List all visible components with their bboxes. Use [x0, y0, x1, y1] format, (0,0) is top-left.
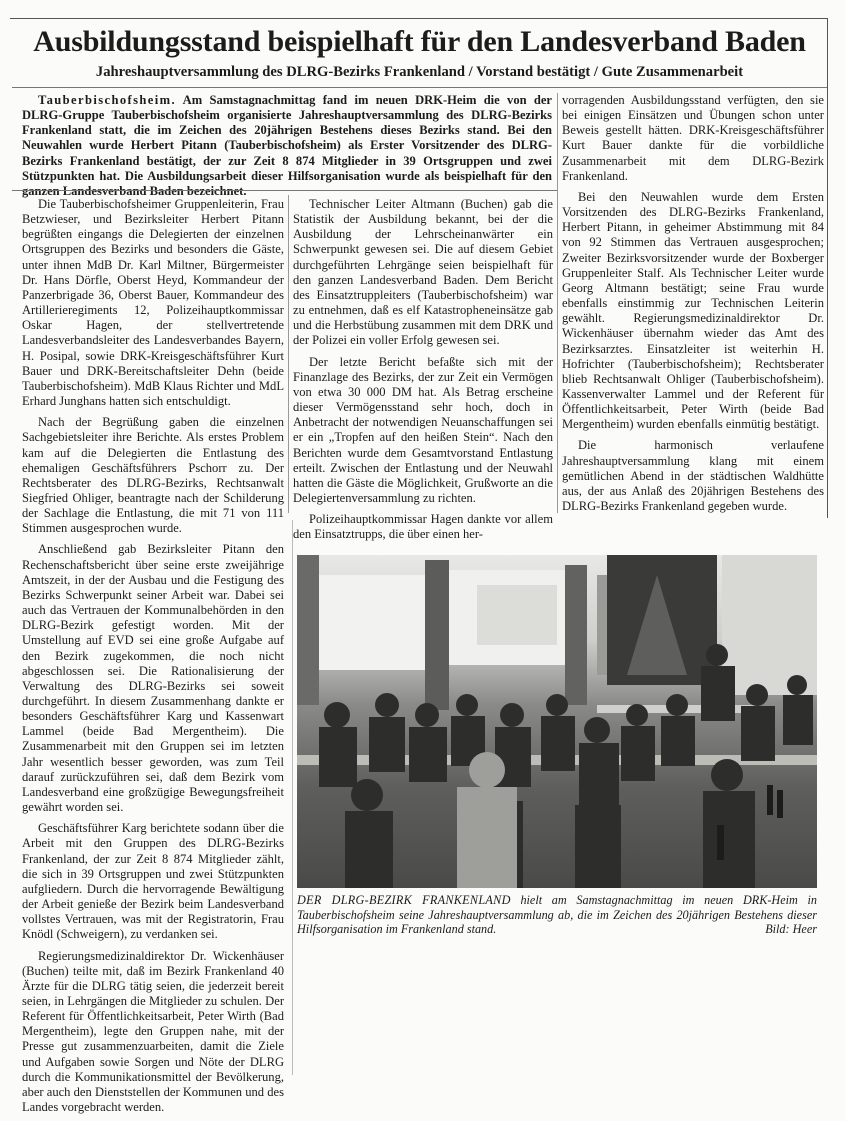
paragraph: Bei den Neuwahlen wurde dem Ersten Vorsitzenden des DLRG-Bezirks Frankenland, Herbert Pitann, in geheimer Abstimmung mit 84 von 92 Stimmen das Vertrauen ausgesprochen; Zweiter Bezirksvorsitzender wurde der Boxberger Gruppenleiter Stalf. Als Technischer Leiter wurde Georg Altmann bestätigt; seine Frau wurde ebenfalls einstimmig zur Technischen Leiterin gewählt. Regierungsmedizinaldirektor Dr. Wickenhäuser übernahm wieder das Amt des Bezirksarztes. Einsatzleiter ist weiterhin H. Hofrichter (Tauberbischofsheim); Rechtsberater blieb Rechtsanwalt Ohliger (Tauberbischofsheim). Kassenverwalter Lammel und der Referent für Öffentlichkeitsarbeit, Peter Wirth (beide Bad Mergentheim) wurden ebenfalls einmütig bestätigt. [562, 189, 824, 432]
article-column-3 [562, 93, 824, 520]
paragraph: Der letzte Bericht befaßte sich mit der Finanzlage des Bezirks, der zur Zeit ein Vermögen von etwa 30 000 DM hat. Als Betrag erscheine dieser Vermögensstand sehr hoch, doch in Anbetracht der notwendigen Neuanschaffungen sei er ein „Tropfen auf den heißen Stein“. Nach den Berichten wurde dem Gesamtvorstand Entlastung erteilt. Zwischen der Entlastung und der Neuwahl hatten die Gäste die Möglichkeit, Grußworte an die Delegiertenversammlung zu richten. [293, 354, 553, 505]
column-rule [292, 520, 293, 1075]
dateline: Tauberbischofsheim. [38, 93, 177, 107]
paragraph: Anschließend gab Bezirksleiter Pitann den Rechenschaftsbericht über seine erste zweijährige Amtszeit, in der der Ausbau und die Festigung des Bezirks Schwerpunkt seiner Arbeit war. Dabei sei auch das Vertrauen der Kommunalbehörden in den DLRG-Bezirk gefestigt worden. Mit der Umstellung auf EVD sei eine große Aufgabe auf den Bezirk zugekommen, die noch nicht abgeschlossen sei. Die Rationalisierung der Verwaltung des DLRG-Bezirks sei soweit durchgeführt. In diesem Zusammenhang dankte er besonders Geschäftsführer Karg und Kassenwart Lammel (beide Bad Mergentheim). Die Zusammenarbeit mit den Gruppen sei im letzten Jahr wesentlich besser geworden, was zum Teil darauf zurückzuführen sei, daß dem Bezirk vom Landesverband eine großzügige Bewegungsfreiheit gewährt worden sei. [22, 542, 284, 815]
caption-label: DER DLRG-BEZIRK FRANKENLAND [297, 893, 511, 907]
paragraph: Regierungsmedizinaldirektor Dr. Wickenhäuser (Buchen) teilte mit, daß im Bezirk Frankenland 40 Ärzte für die DLRG tätig seien, die jederzeit bereit seien, in Lehrgängen die Mitglieder zu schulen. Der Referent für Öffentlichkeitsarbeit, Peter Wirth (Bad Mergentheim), legte den Gruppen nahe, mit der Presse gut zusammenzuarbeiten, damit die Ziele und Aufgaben sowie Sorgen und Nöte der DLRG durch die Kommunikationsmittel der Bevölkerung, aber auch den Dienststellen der Kommunen und des Landes vorgebracht werden. [22, 948, 284, 1115]
right-border [827, 18, 828, 518]
article-column-2 [293, 197, 553, 548]
paragraph: Die Tauberbischofsheimer Gruppenleiterin, Frau Betzwieser, und Bezirksleiter Herbert Pitann begrüßten eingangs die Delegierten der einzelnen Ortsgruppen des Bezirks und besonders die Gäste, unter ihnen MdB Dr. Karl Miltner, Bürgermeister Dr. Hans Dörfle, Oberst Heyd, Kommandeur der Panzerbrigade 36, Oberst Bauer, Kommandeur des Artillerieregiments 12, Polizeihauptkommissar Oskar Hagen, der stellvertretende Landesverbandsleiter des Landesverbandes Bayern, H. Posipal, sowie DRK-Kreisgeschäftsführer Kurt Bauer und DRK-Bereitschaftsleiter Dehn (beide Tauberbischofsheim). MdB Klaus Richter und MdL Erhard Junghans hatten sich entschuldigt. [22, 197, 284, 409]
lead-paragraph [22, 93, 552, 199]
headline: Ausbildungsstand beispielhaft für den Landesverband Baden [33, 25, 806, 58]
paragraph: Die harmonisch verlaufene Jahreshauptversammlung klang mit einem gemütlichen Abend in der städtischen Waldhütte aus, der aus Anlaß des 20jährigen Bestehens des DLRG-Bezirks Frankenland gegeben wurde. [562, 438, 824, 514]
paragraph: Technischer Leiter Altmann (Buchen) gab die Statistik der Ausbildung bekannt, bei der die Ausbildung der Lehrscheinanwärter ein Schwerpunkt gewesen sei. Die auf diesem Gebiet durchgeführten Lehrgänge seien beispielhaft für den ganzen Landesverband Baden. Dem Bericht des Einsatztruppleiters (Tauberbischofsheim) war zu entnehmen, daß es elf Katastropheneinsätze gab und die Herbstübung zusammen mit dem DRK und der Polizei ein voller Erfolg gewesen sei. [293, 197, 553, 348]
lead-text: Am Samstagnachmittag fand im neuen DRK-Heim die von der DLRG-Gruppe Tauberbischofsheim organisierte Jahreshauptversammlung des DLRG-Bezirks Frankenland statt, die im Zeichen des 20jährigen Bestehens dieses Bezirks stand. Bei den Neuwahlen wurde Herbert Pitann (Tauberbischofsheim) als Erster Vorsitzender des DLRG-Bezirks Frankenland bestätigt, der zur Zeit 8 874 Mitglieder in 39 Ortsgruppen und zwei Stützpunkten hat. Die Ausbildungsarbeit dieser Hilfsorganisation wurde als beispielhaft für den [22, 93, 552, 183]
top-border [10, 18, 828, 19]
column-rule [557, 93, 558, 513]
header-rule [12, 87, 827, 88]
photo-caption [297, 893, 817, 937]
article-column-1 [22, 197, 284, 1121]
paragraph: Nach der Begrüßung gaben die einzelnen Sachgebietsleiter ihre Berichte. Als erstes Problem kam auf die Delegierten die Entlastung des ehemaligen Geschäftsführers Pschorr zu. Der Rechtsberater des DLRG-Bezirks, Rechtsanwalt Siegfried Ohliger, beantragte nach der Schilderung der Sachlage die Entlastung, die mit 71 von 111 Stimmen ausgesprochen wurde. [22, 415, 284, 536]
paragraph: Geschäftsführer Karg berichtete sodann über die Arbeit mit den Gruppen des DLRG-Bezirks Frankenland, der zur Zeit 8 874 Mitglieder zählt, die sich in 39 Ortsgruppen und zwei Stützpunkten aufgliedern. Durch die hervorragende Bewältigung der Arbeit genieße der Bezirk beim Landesverband vollstes Vertrauen, was mit der Registratorin, Frau Knödl (Schweigern), zu verdanken sei. [22, 821, 284, 942]
paragraph: vorragenden Ausbildungsstand verfügten, den sie bei einigen Einsätzen und Übungen schon unter Beweis gestellt hätten. DRK-Kreisgeschäftsführer Kurt Bauer dankte für die vorbildliche Zusammenarbeit mit dem DLRG-Bezirk Frankenland. [562, 93, 824, 183]
lead-rule [12, 190, 557, 191]
subheadline: Jahreshauptversammlung des DLRG-Bezirks Frankenland / Vorstand bestätigt / Gute Zusammenarbeit [95, 64, 744, 80]
meeting-photo [297, 555, 817, 888]
photo-credit: Bild: Heer [765, 922, 817, 937]
caption-text: hielt am Samstagnachmittag im neuen DRK-Heim in Tauberbischofsheim seine Jahreshauptversammlung ab, die im Zeichen des 20jährigen Bestehens dieser Hilfsorganisation im Frankenland stand. [297, 893, 817, 937]
photo-illustration [297, 555, 817, 888]
paragraph: Polizeihauptkommissar Hagen dankte vor allem den Einsatztrupps, die über einen her- [293, 512, 553, 542]
column-rule [288, 195, 289, 513]
